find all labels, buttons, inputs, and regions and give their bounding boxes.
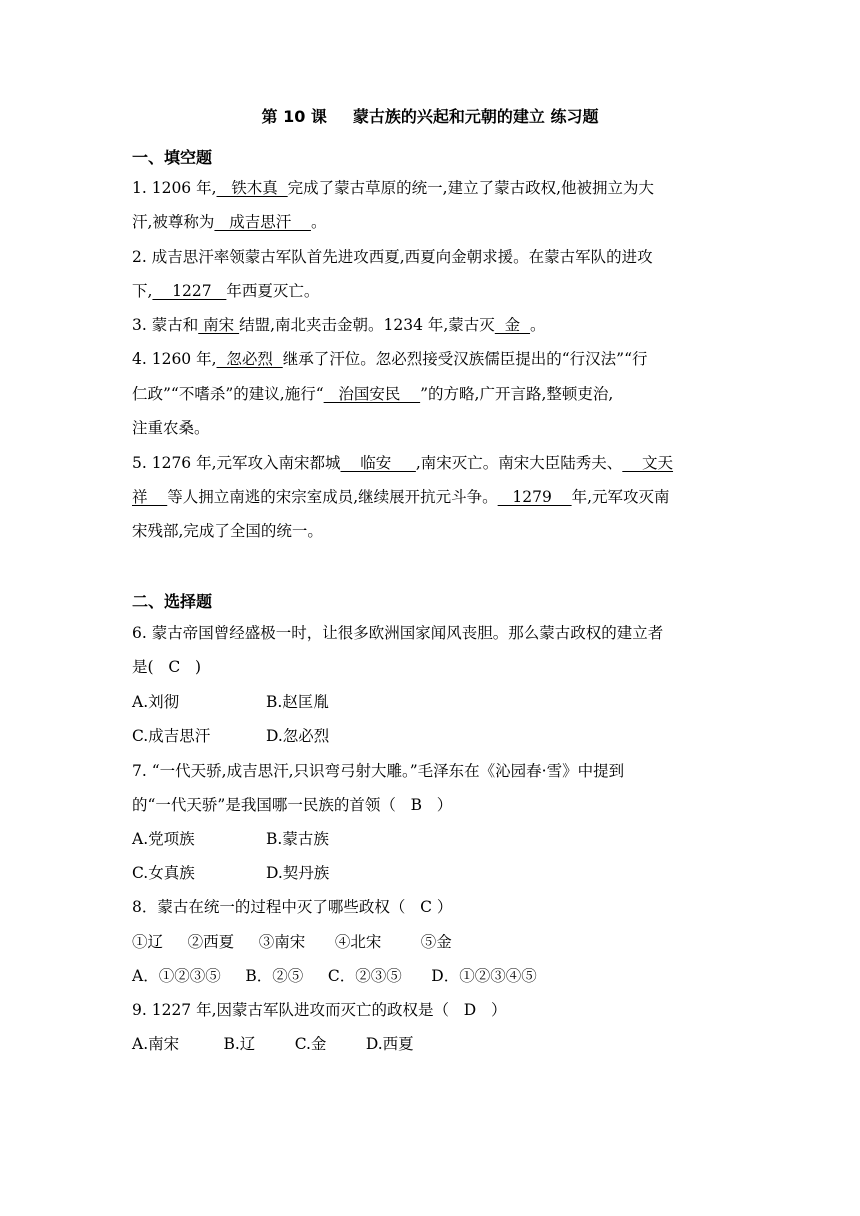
- question-1-line-1: 1. 1206 年, 铁木真 完成了蒙古草原的统一,建立了蒙古政权,他被拥立为大: [132, 179, 655, 197]
- question-5-line-3: 宋残部,完成了全国的统一。: [132, 522, 323, 540]
- question-6-line-2: 是( C ): [132, 658, 202, 676]
- question-9-options: A.南宋 B.辽 C.金 D.西夏: [132, 1035, 414, 1053]
- answer-blank: 祥: [132, 488, 168, 506]
- question-8-line-1: 8．蒙古在统一的过程中灭了哪些政权（ C ）: [132, 898, 453, 916]
- question-2-line-2: 下, 1227 年西夏灭亡。: [132, 282, 320, 300]
- answer-blank: 铁木真: [216, 179, 288, 197]
- question-4-line-1: 4. 1260 年, 忽必烈 继承了汗位。忽必烈接受汉族儒臣提出的“行汉法”“行: [132, 350, 648, 368]
- question-6-line-1: 6. 蒙古帝国曾经盛极一时，让很多欧洲国家闻风丧胆。那么蒙古政权的建立者: [132, 624, 664, 642]
- question-8-items: ①辽 ②西夏 ③南宋 ④北宋 ⑤金: [132, 933, 452, 951]
- section-heading-fill-in: 一、填空题: [132, 148, 213, 167]
- answer-blank: 金: [494, 316, 531, 334]
- question-6-options-row-1: [132, 692, 329, 712]
- question-7-line-2: 的“一代天骄”是我国哪一民族的首领（ B ）: [132, 796, 453, 814]
- question-6-options-row-2: [132, 726, 329, 746]
- question-5-line-1: 5. 1276 年,元军攻入南宋都城 临安 ,南宋灭亡。南宋大臣陆秀夫、 文天: [132, 454, 674, 472]
- answer-blank: 忽必烈: [216, 350, 283, 368]
- answer-blank: 文天: [622, 454, 674, 472]
- option-a: A.刘彻: [132, 693, 180, 711]
- question-1-line-2: 汗,被尊称为 成吉思汗 。: [132, 213, 327, 231]
- question-3-line-1: 3. 蒙古和 南宋 结盟,南北夹击金朝。1234 年,蒙古灭 金 。: [132, 316, 546, 334]
- answer-blank: 临安: [340, 454, 416, 472]
- question-4-line-3: 注重农桑。: [132, 419, 210, 437]
- option-b: B.蒙古族: [266, 830, 329, 848]
- option-a: A.党项族: [132, 830, 195, 848]
- answer-blank: 南宋: [198, 316, 240, 334]
- option-b: B.赵匡胤: [266, 693, 329, 711]
- question-9-line-1: 9. 1227 年,因蒙古军队进攻而灭亡的政权是（ D ）: [132, 1001, 507, 1019]
- page-title: [0, 104, 860, 127]
- section-heading-multiple-choice: 二、选择题: [132, 592, 213, 611]
- answer-blank: 1227: [152, 282, 227, 300]
- question-4-line-2: 仁政”“不嗜杀”的建议,施行“ 治国安民 ”的方略,广开言路,整顿吏治,: [132, 385, 614, 403]
- lesson-name: 蒙古族的兴起和元朝的建立 练习题: [352, 107, 599, 126]
- option-c: C.女真族: [132, 864, 195, 882]
- question-8-options: A．①②③⑤ B．②⑤ C．②③⑤ D．①②③④⑤: [132, 967, 537, 985]
- option-c: C.成吉思汗: [132, 727, 211, 745]
- question-7-line-1: 7. “一代天骄,成吉思汗,只识弯弓射大雕。”毛泽东在《沁园春·雪》中提到: [132, 762, 625, 780]
- lesson-number: 第 10 课: [261, 107, 327, 126]
- answer-blank: 治国安民: [323, 385, 421, 403]
- question-2-line-1: 2. 成吉思汗率领蒙古军队首先进攻西夏,西夏向金朝求援。在蒙古军队的进攻: [132, 248, 653, 266]
- question-7-options-row-2: [132, 863, 329, 883]
- answer-blank: 1279: [497, 488, 572, 506]
- question-7-options-row-1: [132, 829, 329, 849]
- question-5-line-2: 祥 等人拥立南逃的宋宗室成员,继续展开抗元斗争。 1279 年,元军攻灭南: [132, 488, 670, 506]
- answer-blank: 成吉思汗: [214, 213, 311, 231]
- option-d: D.忽必烈: [266, 727, 330, 745]
- option-d: D.契丹族: [266, 864, 330, 882]
